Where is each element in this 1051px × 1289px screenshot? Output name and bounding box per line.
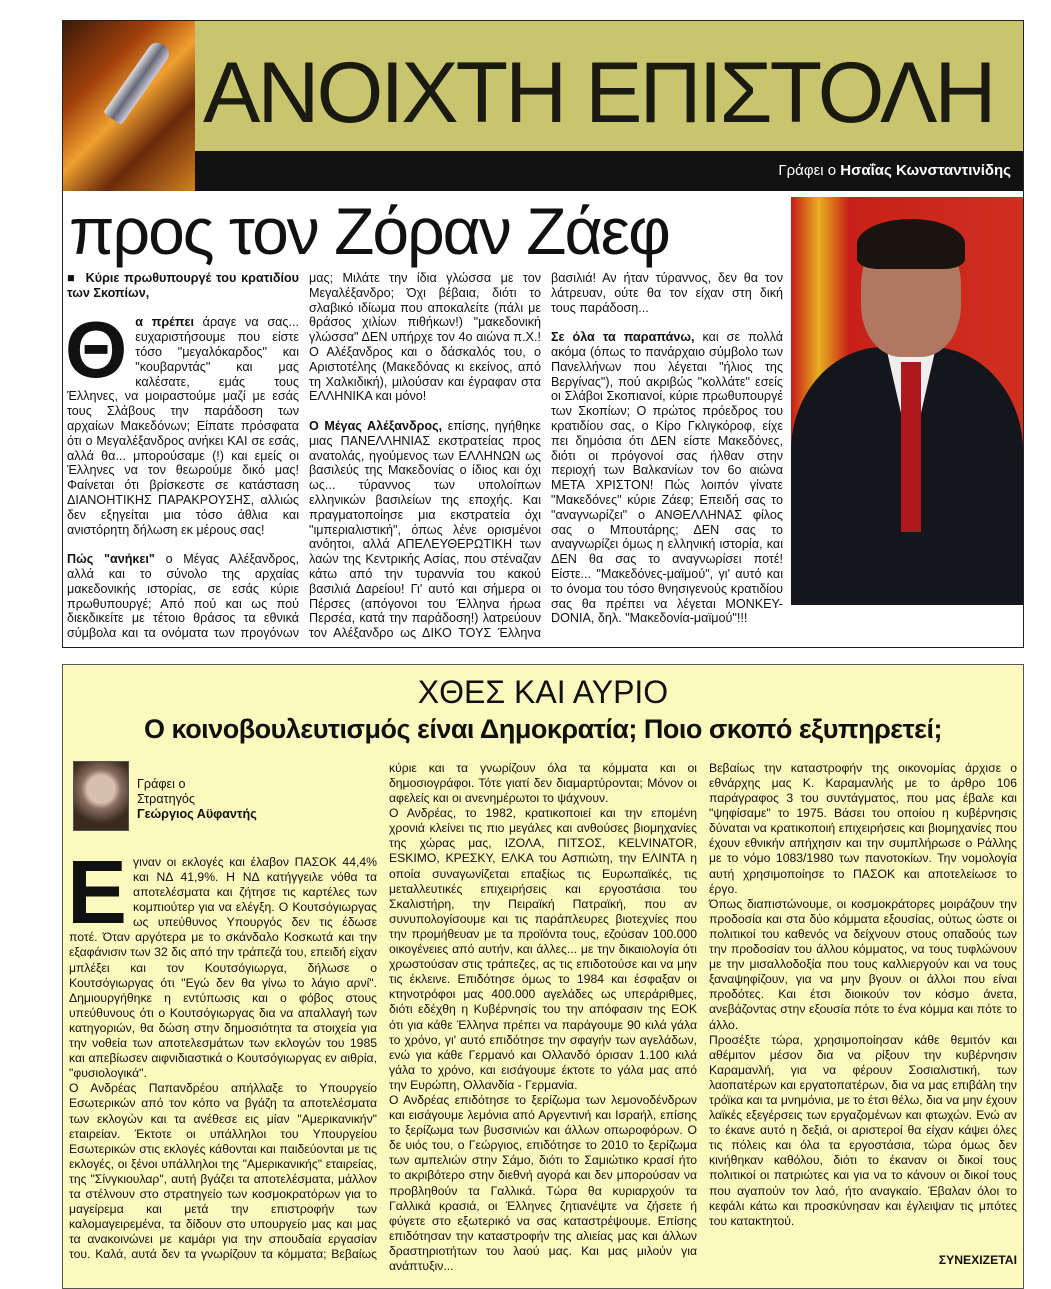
headline: προς τον Ζόραν Ζάεφ — [69, 194, 669, 268]
salutation: ■ Κύριε πρωθυπουργέ του κρατιδίου των Σκοπίων, — [67, 271, 299, 300]
opinion-columns — [69, 761, 1017, 1274]
lead-in: α πρέπει — [135, 315, 194, 330]
paragraph — [67, 842, 377, 1081]
author-block — [73, 761, 377, 831]
lead-in: Ο Μέγας Αλέξανδρος, — [309, 418, 443, 433]
paragraph-text: γιναν οι εκλογές και έλαβον ΠΑΣΟΚ 44,4% και ΝΔ 41,9%. Η ΝΔ κατήγγειλε νόθα τα αποτελέσματα και ζήτησε τις καρτέλες των κομπιούτερ για να ελέγξη. Ο Κουτσόγιωργας ως υπεύθυνος Υπουργός δεν τις έδωσε ποτέ. Όταν αργότερα με το σκάνδαλο Κοσκωτά και την εξαφάνισιν των 32 δις από την τράπεζά του, επειδή είχαν μπλέξει και τον Κουτσόγιωργα, δήλωσε ο Κουτσόγιωργας ότι "Εγώ δεν θα γίνω το λάγιο αρνί". Δημιουργήθηκε η εντύπωσις και ο φόβος στους υπεύθυνους ότι ο Κουτσόγιωργας δια να απαλλαγή των κατηγοριών, θα δώση στην δημοσιότητα τα στοιχεία για την νοθεία των αποτελεσμάτων των εκλογών του 1985 και απεβίωσεν αιφνιδιαστικά ο Κουτσόγιωργας εν αιθρία, "φυσιολογικά". — [69, 854, 377, 1081]
fountain-pen-image — [63, 21, 195, 191]
author-photo — [73, 761, 129, 831]
pen-nib — [103, 39, 173, 125]
lead-in: Πώς "ανήκει" — [67, 552, 155, 567]
paragraph: Ο Ανδρέας επιδότησε το ξερίζωμα των λεμονοδένδρων και εισάγουμε λεμόνια από Αργεντινή και Ισραήλ, επίσης το ξερίζωμα των βυσσινιών και άλλων οπωροφόρων. Ο δε υιός του, ο Γεώργιος, επιδότησε το 2010 το ξερίζωμα των αμπελιών στην Σάμο, διότι το Σαμιώτικο κρασί ήτο το ακριβότερο στην διεθνή αγορά και δεν μπορούσαν να προβληθούν τα Γαλλικά. Τώρα θα κυριαρχούν τα Γαλλικά κρασιά, οι Έλληνες ζητιανέψτε να ζήσετε ή φύγετε στο εξωτερικό να σας καταστρέψουμε. Επίσης επιδότησαν την καταστροφήν της αλιείας μας και άλλων δραστηριοτήτων του λαού μας. Και μας μιλούν για ανάπτυξιν... — [389, 1092, 697, 1274]
author-rank: Στρατηγός — [137, 791, 195, 806]
byline-author: Ησαΐας Κωνσταντινίδης — [840, 162, 1011, 179]
continued-label: ΣΥΝΕΧΙΖΕΤΑΙ — [938, 1252, 1017, 1267]
opinion-column — [62, 664, 1024, 1289]
section-title: ΑΝΟΙΧΤΗ ΕΠΙΣΤΟΛΗ — [203, 45, 994, 141]
paragraph: Προσέξτε τώρα, χρησιμοποίησαν κάθε θεμιτόν και αθέμιτον μέσον δια να ρίξουν την κυβέρνησιν Καραμανλή, για να φέρουν Σοσιαλιστική, των λαοπατέρων και εργατοπατέρων, δια να μας επιβάλη την τρόϊκα και τα μνημόνια, με το έτσι θέλω, δια να μην έχουν λαϊκές εξεγέρσεις των εργαζομένων και φτωχών. Ενώ αν το έκανε αυτό η δεξιά, οι αριστεροί θα είχαν κάψει όλες τις πόλεις και όλα τα εργοστάσια, τώρα όμως δεν κινήθηκαν καθόλου, διότι το έκαναν οι δικοί τους πολιτικοί οι πατριώτες και για να το κάνουν οι δικοί τους που αγαπούν τον λαό, ήτο αναγκαίο. Έβαλαν όλοι το κεφάλι κάτω και προσκύνησαν και έγλειψαν τις μπότες του κατακτητού. — [709, 1032, 1017, 1228]
paragraph: Ο Ανδρέας, το 1982, κρατικοποιεί και την επομένη χρονιά κλείνει τις πιο μεγάλες και ανθούσες βιομηχανίες της χώρας μας, ΙΖΟΛΑ, ΠΙΤΣΟΣ, KELVINATOR, ESKIMO, ΚΡΕΣΚΥ, ΕΛΚΑ του Ασπιώτη, την ΕΛΙΝΤΑ η οποία συναγωνίζεται επαξίως τις Ευρωπαϊκές, τις μεταλλευτικές επιχειρήσεις και εργοστάσια του Σκαλιστήρη, την Πειραϊκή Πατραϊκή, που αν συνυπολογίσουμε και τις παράπλευρες βιοτεχνίες που την προμήθευαν με τα προϊόντα τους, εζούσαν 100.000 οικογένειες από αυτήν, και άλλες... με την δικαιολογία ότι χρωστούσαν στις τράπεζες, ας τις επιδοτούσε και να μην τις έκλεινε. Επιδότησε όμως το 1984 και έσφαξαν οι κτηνοτρόφοι μας 400.000 αγελάδες ως υπεράριθμες, διότι εδέχθη η Κυβέρνησίς του την απόφασιν της ΕΟΚ ότι για κάθε Έλληνα πρέπει να παράγουμε 90 κιλά γάλα το χρόνο, γι' αυτό επιδότησε την σφαγήν των αγελάδων, ενώ για κάθε Γερμανό και Ολλανδό όρισαν 1.100 κιλά γάλα το χρόνο, και εισάγουμε έκτοτε το γάλα μας από την Ευρώπη, Ολλανδία - Γερμανία. — [389, 806, 697, 1092]
paragraph-text: άραγε να σας... ευχαριστήσουμε που είστε τόσο "μεγαλόκαρδος" και "κουβαρντάς" και μας καλέσατε, εμάς τους Έλληνες, να μοιραστούμε μαζί με εσάς τους Σλάβους την παράδοση των αρχαίων Μακεδόνων; Είπατε πρόσφατα ότι ο Μεγαλέξανδρος ανήκει ΚΑΙ σε εσάς, αλλά θα... μπορούσαμε (!) και εμείς οι Έλληνες να τον θεωρούμε δικό μας! Φαίνεται ότι βρίσκεστε σε κατάσταση ΔΙΑΝΟΗΤΙΚΗΣ ΠΑΡΑΚΡΟΥΣΗΣ, αλλιώς δεν εξηγείται μια τόσο άθλια και ανιστόρητη δήλωση εκ μέρους σας! — [67, 315, 299, 537]
author-name: Γεώργιος Αϋφαντής — [137, 806, 257, 821]
byline — [778, 162, 1011, 179]
letter-body — [63, 191, 1023, 647]
paragraph — [65, 305, 299, 537]
section-banner — [63, 21, 1023, 191]
column-kicker: ΧΘΕΣ ΚΑΙ ΑΥΡΙΟ — [417, 673, 669, 710]
paragraph-text: ο Μέγας Αλέξανδρος, αλλά και το σύνολο της αρχαίας μακεδονικής ιστορίας, σε εσάς κύριε πρωθυπουργέ; Από πού και ως πού διεκδικείτε με τέτοιο θράσος τα εθνικά σύμβολα και τα ονόματα των προγόνων μας; Μιλάτε την ίδια γλώσσα με τον Μεγαλέξανδρο; Όχι βέβαια, διότι το σλαβικό ιδίωμα που αποκαλείτε (πάλι με θράσος χιλίων πιθήκων!) "μακεδονική γλώσσα" ΔΕΝ υπήρχε τον 4ο αιώνα π.Χ.! Ο Αλέξανδρος και ο δάσκαλός του, ο Αριστοτέλης (Μακεδόνας κι εκείνος, από τη Χαλκιδική), μιλούσαν και έγραφαν στα ΕΛΛΗΝΙΚΑ και μόνο! — [67, 271, 541, 641]
paragraph — [551, 330, 783, 626]
drop-cap: Ε — [67, 842, 128, 943]
open-letter-article — [62, 20, 1024, 648]
page-content — [62, 20, 1024, 1289]
drop-cap: Θ — [65, 305, 128, 395]
lead-in: Σε όλα τα παραπάνω, — [551, 330, 695, 345]
paragraph-text: επίσης, ηγήθηκε μιας ΠΑΝΕΛΛΗΝΙΑΣ εκστρατείας προς ανατολάς, ηγούμενος των ΕΛΛΗΝΩΝ ως βασιλεύς της Μακεδονίας ο ίδιος και όχι ως... τύραννος των υπολοίπων ελληνικών βασιλείων της εποχής. Και πραγματοποίησε μια εκστρατεία όχι "ιμπεριαλιστική", όπως λένε ορισμένοι ανόητοι, αλλά ΑΠΕΛΕΥΘΕΡΩΤΙΚΗ των λαών της Κεντρικής Ασίας, που στέναζαν κάτω από την τυραννία του κακού βασιλιά Δαρείου! Γι' αυτό και σήμερα οι Πέρσες (απόγονοι του Έλληνα ήρωα Περσέα, κατά την παράδοση!) λατρεύουν τον Αλέξανδρο ως ΔΙΚΟ ΤΟΥΣ Έλληνα βασιλιά! Αν ήταν τύραννος, δεν θα τον λάτρευαν, ούτε θα τον είχαν στη δική τους παράδοση... — [309, 271, 783, 641]
byline-bar — [195, 151, 1023, 191]
letter-columns — [67, 271, 783, 641]
column-title: Ο κοινοβουλευτισμός είναι Δημοκρατία; Ποιο σκοπό εξυπηρετεί; — [144, 713, 942, 744]
byline-prefix: Γράφει ο — [778, 162, 837, 179]
paragraph: Ο Ανδρέας Παπανδρέου απήλλαξε το Υπουργείο Εσωτερικών από τον κόπο να βγάζη τα αποτελέσματα των εκλογών και τα ανέθεσε εις μίαν "Αμερικανικήν" εταιρείαν. Έκτοτε οι υπάλληλοι του Υπουργείου Εσωτερικών στις εκλογές κάθονται και παιδεύονται με τις εκλογές, οι ξένοι υπάλληλοι της "Αμερικανικής" εταιρείας, της "Σίνγκιουλαρ", αυτή βγάζει τα αποτελέσματα, μάλλον τα στέλνουν στο στρατηγείο των κοσμοκρατόρων για το μαγείρεμα και μετά την επιστροφήν των καλομαγειρεμένα, τα δίδουν στο υπουργείο μας και μας τα ανακοινώνει με καμάρι για την σπουδαία εργασίαν του. Καλά, αυτά δεν τα γνωρίζουν τα κόμματα; Βεβαίως κύριε και τα γνωρίζουν όλα τα κόμματα και οι δημοσιογράφοι. Τότε γιατί δεν διαμαρτύρονται; Μόνον οι αφελείς και οι ανενημέρωτοι το ψάχνουν. — [69, 760, 697, 1262]
paragraph: Βεβαίως την καταστροφήν της οικονομίας άρχισε ο εθνάρχης μας Κ. Καραμανλής με το άρθρο 106 παράγραφος 3 του συντάγματος, που μας έβαλε και "ψηφίσαμε" το 1975. Βάσει του οποίου η κυβέρνησις δύναται να κρατικοποιή επιχειρήσεις και βιομηχανίες που έχουν εθνικήν απήχησιν και την συμπλήρωσε ο Ράλλης με το νόμο 1083/1980 των πανοτοκίων. Την νομολογία αυτή χρησιμοποίησε το ΠΑΣΟΚ και αποτελείωσε το έργο. — [709, 760, 1017, 896]
salutation-text: Κύριε πρωθυπουργέ του κρατιδίου των Σκοπίων, — [67, 271, 299, 300]
letter-text-area — [65, 194, 783, 641]
paragraph-text: και σε πολλά ακόμα (όπως το πανάρχαιο σύμβολο των Πανελλήνων που λέγεται "ήλιος της Βεργίνας"), πού ακριβώς "κολλάτε" εσείς οι Σλάβοι Σκοπιανοί, κύριε πρωθυπουργέ των Σκοπίων; Ο πρώτος πρόεδρος του κρατιδίου σας, ο Κίρο Γκλιγκόροφ, είχε πει δημόσια ότι ΔΕΝ είστε Μακεδόνες, διότι οι πρόγονοί σας ήλθαν στην περιοχή των Βαλκανίων τον 6ο αιώνα ΜΕΤΑ ΧΡΙΣΤΟΝ! Πώς λοιπόν γίνατε "Μακεδόνες" κύριε Ζάεφ; Επειδή σας το "αναγνωρίζει" ο ΑΝΘΕΛΛΗΝΑΣ φίλος σας ο Μπουτάρης; ΔΕΝ σας το αναγνωρίζει όμως η ελληνική ιστορία, και ΔΕΝ θα σας το αναγνωρίσει ποτέ! Είστε... "Μακεδόνες-μαϊμού", γι' αυτό και το όνομα του τόσο θνησιγενούς κρατιδίου σας θα πρέπει να λέγεται MONKEY-DONIA, δηλ. "Μακεδονία-μαϊμού"!!! — [551, 330, 783, 626]
zaev-photo — [791, 197, 1023, 605]
author-byline — [137, 761, 257, 822]
author-line: Γράφει ο — [137, 776, 186, 791]
paragraph: Όπως διαπιστώνουμε, οι κοσμοκράτορες μοιράζουν την προδοσία και στα δύο κόμματα εξουσίας, ούτως ώστε οι πολιτικοί του καθενός να δείχνουν στους οπαδούς των την προδοσίαν του άλλου κόμματος, να τους τυφλώνουν με την μισαλλοδοξία που τους καλλιεργούν και να τους ξαναψηφίζουν, για να μην βγουν οι άλλοι που είναι προδότες. Και έτσι διοικούν τον κόσμο άνετα, ανεβάζοντας στην εξουσία πότε το ένα κόμμα και πότε το άλλο. — [709, 896, 1017, 1032]
